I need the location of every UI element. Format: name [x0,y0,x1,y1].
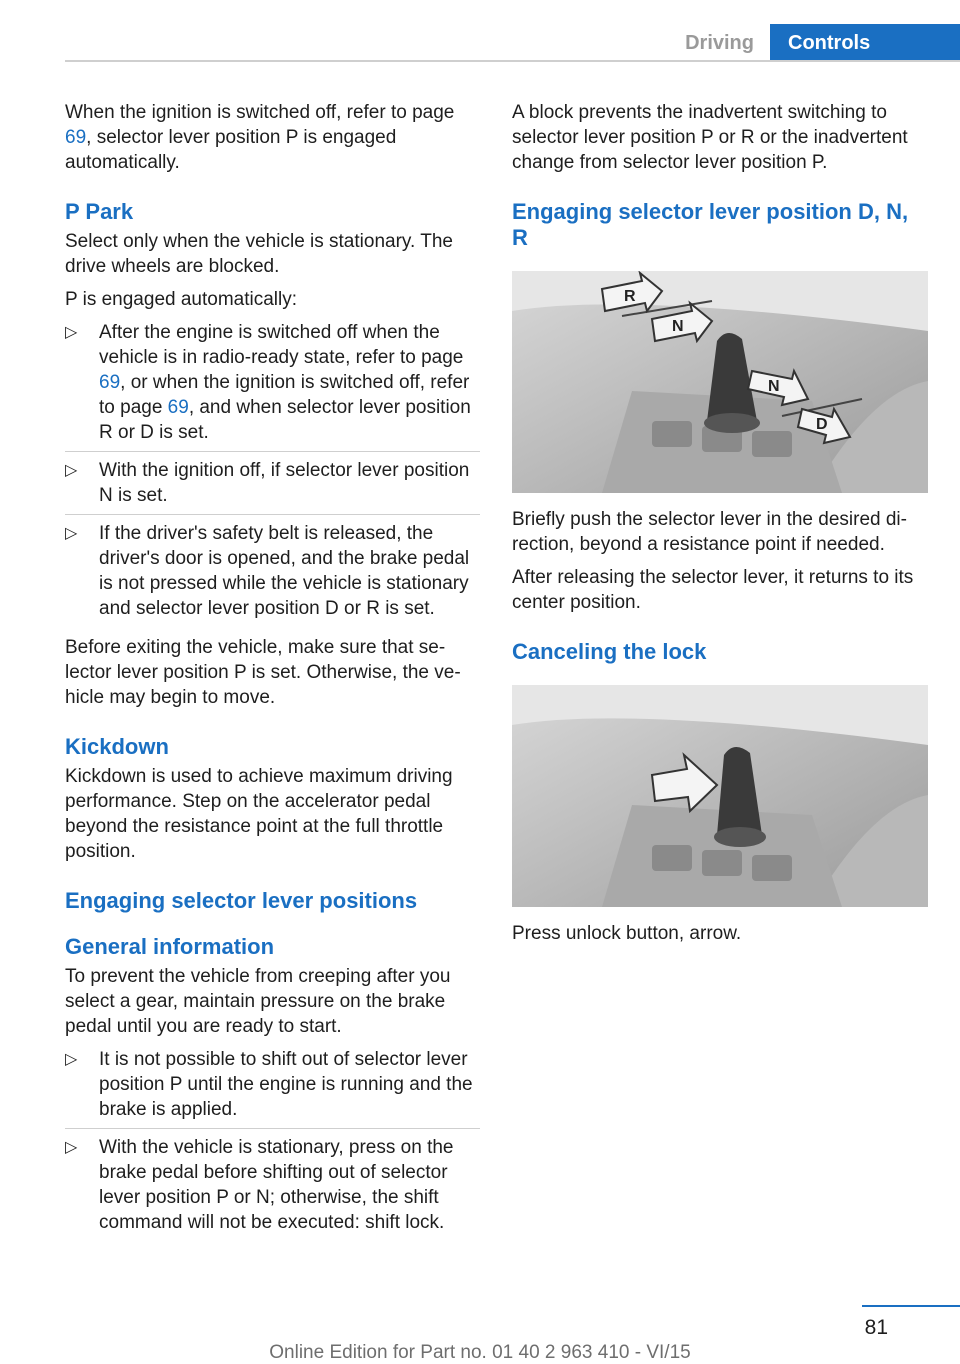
left-column [65,100,480,1249]
general-list [65,1047,480,1241]
triangle-bullet-icon: ▷ [65,1139,78,1156]
list-item: ▷ With the ignition off, if selector lever position N is set. [65,458,480,515]
page-number: 81 [864,1316,888,1339]
engage-dnr-heading: Engaging selector lever position D, N, R [512,199,909,250]
selector-lever-directions-figure [512,271,928,493]
list-item: ▷ With the vehicle is stationary, press on the brake pedal before shifting out of selector lever position P or N; otherwise, the shift command will not be executed: shift lock. [65,1137,454,1233]
general-text: To prevent the vehicle from creeping after you select a gear, maintain pressure on the brake pedal until you are ready to start. [65,966,451,1037]
triangle-bullet-icon: ▷ [65,324,78,341]
unlock-text: Press unlock button, arrow. [512,923,742,944]
kickdown-text: Kickdown is used to achieve maximum driving performance. Step on the accelerator pedal beyond the resistance point at the full throttle position. [65,766,453,862]
footer-rule [862,1305,960,1307]
ignition-paragraph: When the ignition is switched off, refer to page 69, selector lever position P is engaged automatically. [65,102,455,173]
unlock-button-figure [512,685,928,907]
list-item: ▷ After the engine is switched off when the vehicle is in radio-ready state, refer to page 69, or when the ignition is switched off, refer to page 69, and when selector lever position R or D is set. [65,320,480,452]
triangle-bullet-icon: ▷ [65,462,78,479]
svg-text:N: N [768,378,780,395]
park-list [65,320,480,627]
list-item: ▷ If the driver's safety belt is released, the driver's door is opened, and the brake pedal is not pressed while the vehicle is stationary and selector lever position D or R is set. [65,523,470,619]
page-link[interactable]: 69 [65,127,87,148]
svg-text:R: R [624,288,636,305]
before-exit-text: Before exiting the vehicle, make sure that selector lever position P is set. Otherwise, the vehicle may begin to move. [65,637,461,708]
page-header [669,24,960,62]
page-link[interactable]: 69 [167,397,189,418]
svg-text:N: N [672,318,684,335]
header-rule [65,60,960,62]
canceling-heading: Canceling the lock [512,639,707,664]
page-link[interactable]: 69 [99,372,121,393]
engaging-heading: Engaging selector lever positions [65,888,418,913]
briefly-text: Briefly push the selector lever in the desired direction, beyond a resistance point if needed. [512,509,907,555]
header-chapter: Controls [770,24,960,62]
triangle-bullet-icon: ▷ [65,1051,78,1068]
svg-text:D: D [816,416,828,433]
edition-footer: Online Edition for Part no. 01 40 2 963 410 - VI/15 [269,1342,691,1363]
kickdown-heading: Kickdown [65,734,169,759]
park-heading: P Park [65,199,134,224]
block-text: A block prevents the inadvertent switching to selector lever position P or R or the inadvertent change from selector lever position P. [512,102,908,173]
right-column [512,100,927,954]
triangle-bullet-icon: ▷ [65,525,78,542]
after-text: After releasing the selector lever, it returns to its center position. [512,567,914,613]
header-section: Driving [685,32,754,54]
park-auto-text: P is engaged automatically: [65,289,298,310]
general-heading: General information [65,934,275,959]
list-item: ▷ It is not possible to shift out of selector lever position P until the engine is running and the brake is applied. [65,1047,480,1129]
park-text: Select only when the vehicle is stationary. The drive wheels are blocked. [65,231,453,277]
